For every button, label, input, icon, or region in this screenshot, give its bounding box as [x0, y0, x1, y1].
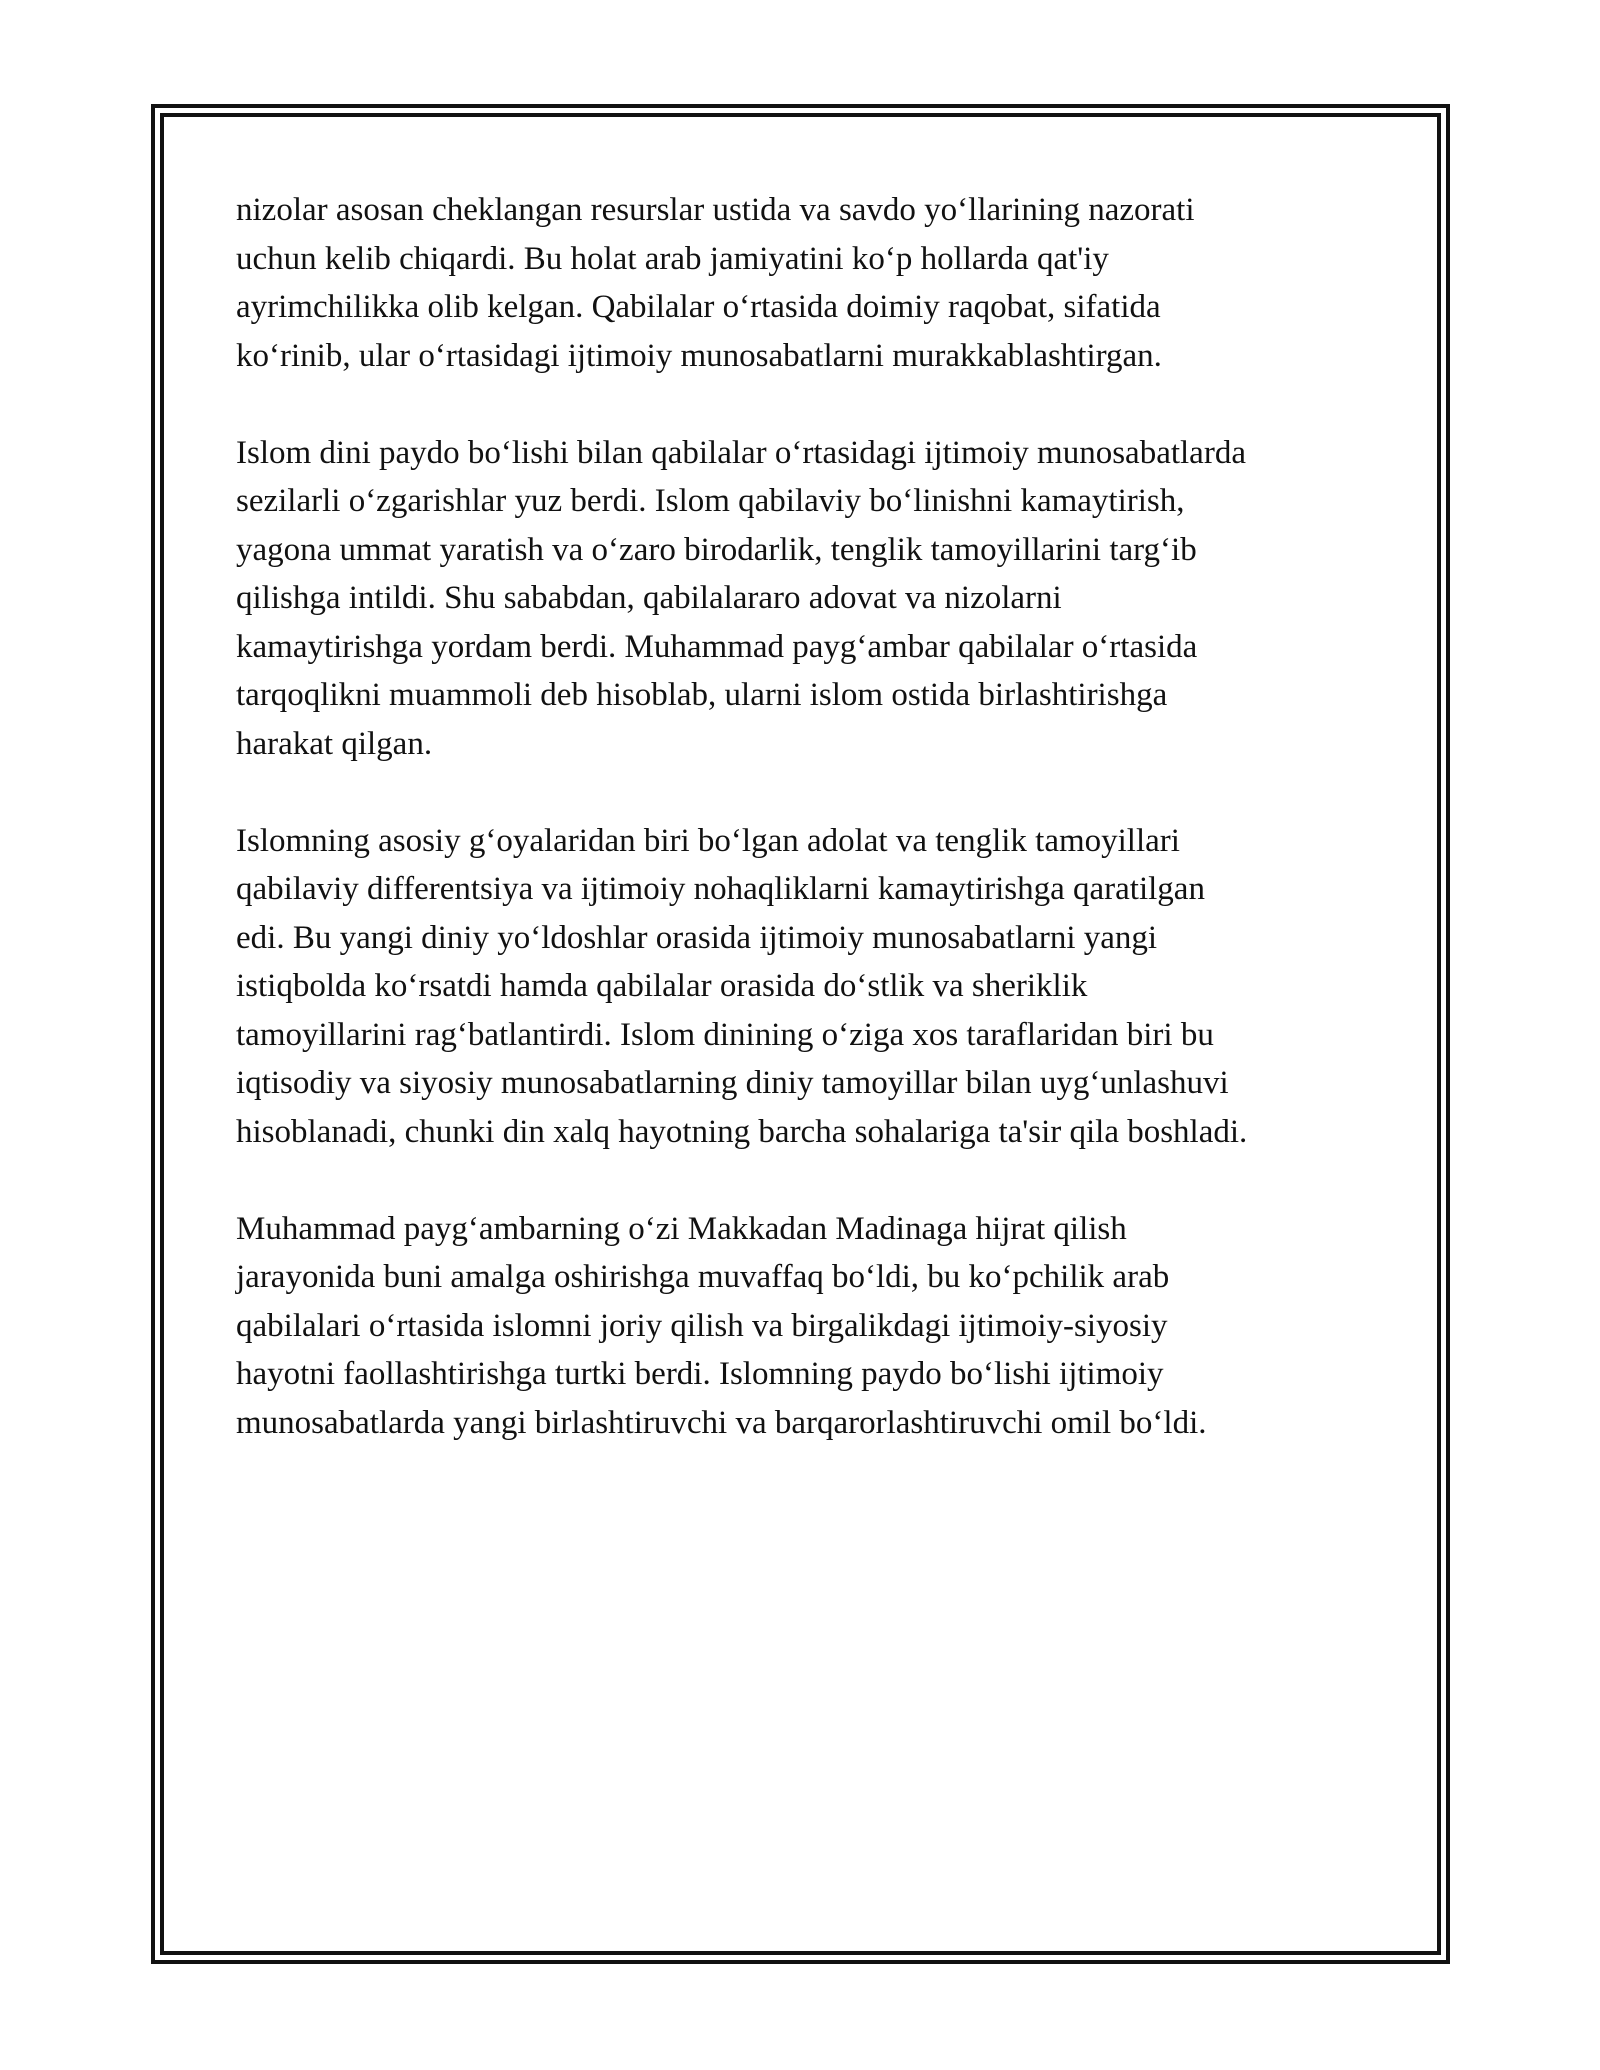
text-line: edi. Bu yangi diniy yo‘ldoshlar orasida ijtimoiy munosabatlarni yangi: [236, 919, 1158, 956]
text-line: hisoblanadi, chunki din xalq hayotning barcha sohalariga ta'sir qila boshladi.: [236, 1113, 1248, 1150]
text-line: harakat qilgan.: [236, 725, 433, 762]
text-line: kamaytirishga yordam berdi. Muhammad payg‘ambar qabilalar o‘rtasida: [236, 628, 1198, 665]
text-line: qabilalari o‘rtasida islomni joriy qilish va birgalikdagi ijtimoiy-siyosiy: [236, 1307, 1168, 1344]
text-line: jarayonida buni amalga oshirishga muvaffaq bo‘ldi, bu ko‘pchilik arab: [236, 1259, 1170, 1295]
text-line: qilishga intildi. Shu sababdan, qabilalararo adovat va nizolarni: [236, 580, 1062, 616]
text-line: tarqoqlikni muammoli deb hisoblab, ularni islom ostida birlashtirishga: [236, 677, 1168, 713]
document-body: [236, 186, 1376, 1496]
text-line: ayrimchilikka olib kelgan. Qabilalar o‘rtasida doimiy raqobat, sifatida: [236, 289, 1161, 325]
text-line: iqtisodiy va siyosiy munosabatlarning diniy tamoyillar bilan uyg‘unlashuvi: [236, 1065, 1229, 1101]
paragraph-4: [236, 1205, 1376, 1448]
paragraph-2: [236, 429, 1376, 769]
text-line: nizolar asosan cheklangan resurslar ustida va savdo yo‘llarining nazorati: [236, 192, 1195, 228]
text-line: qabilaviy differentsiya va ijtimoiy nohaqliklarni kamaytirishga qaratilgan: [236, 871, 1205, 907]
text-line: Islomning asosiy g‘oyalaridan biri bo‘lgan adolat va tenglik tamoyillari: [236, 822, 1180, 859]
paragraph-3: [236, 817, 1376, 1157]
text-line: yagona ummat yaratish va o‘zaro birodarlik, tenglik tamoyillarini targ‘ib: [236, 531, 1197, 568]
text-line: sezilarli o‘zgarishlar yuz berdi. Islom qabilaviy bo‘linishni kamaytirish,: [236, 483, 1185, 519]
text-line: munosabatlarda yangi birlashtiruvchi va barqarorlashtiruvchi omil bo‘ldi.: [236, 1404, 1207, 1441]
text-line: uchun kelib chiqardi. Bu holat arab jamiyatini ko‘p hollarda qat'iy: [236, 240, 1109, 277]
text-line: Muhammad payg‘ambarning o‘zi Makkadan Madinaga hijrat qilish: [236, 1210, 1127, 1247]
text-line: istiqbolda ko‘rsatdi hamda qabilalar orasida do‘stlik va sheriklik: [236, 968, 1088, 1004]
text-line: tamoyillarini rag‘batlantirdi. Islom dinining o‘ziga xos taraflaridan biri bu: [236, 1016, 1214, 1053]
text-line: Islom dini paydo bo‘lishi bilan qabilalar o‘rtasidagi ijtimoiy munosabatlarda: [236, 434, 1246, 471]
text-line: hayotni faollashtirishga turtki berdi. Islomning paydo bo‘lishi ijtimoiy: [236, 1356, 1164, 1392]
text-line: ko‘rinib, ular o‘rtasidagi ijtimoiy munosabatlarni murakkablashtirgan.: [236, 337, 1162, 374]
paragraph-1: [236, 186, 1376, 380]
